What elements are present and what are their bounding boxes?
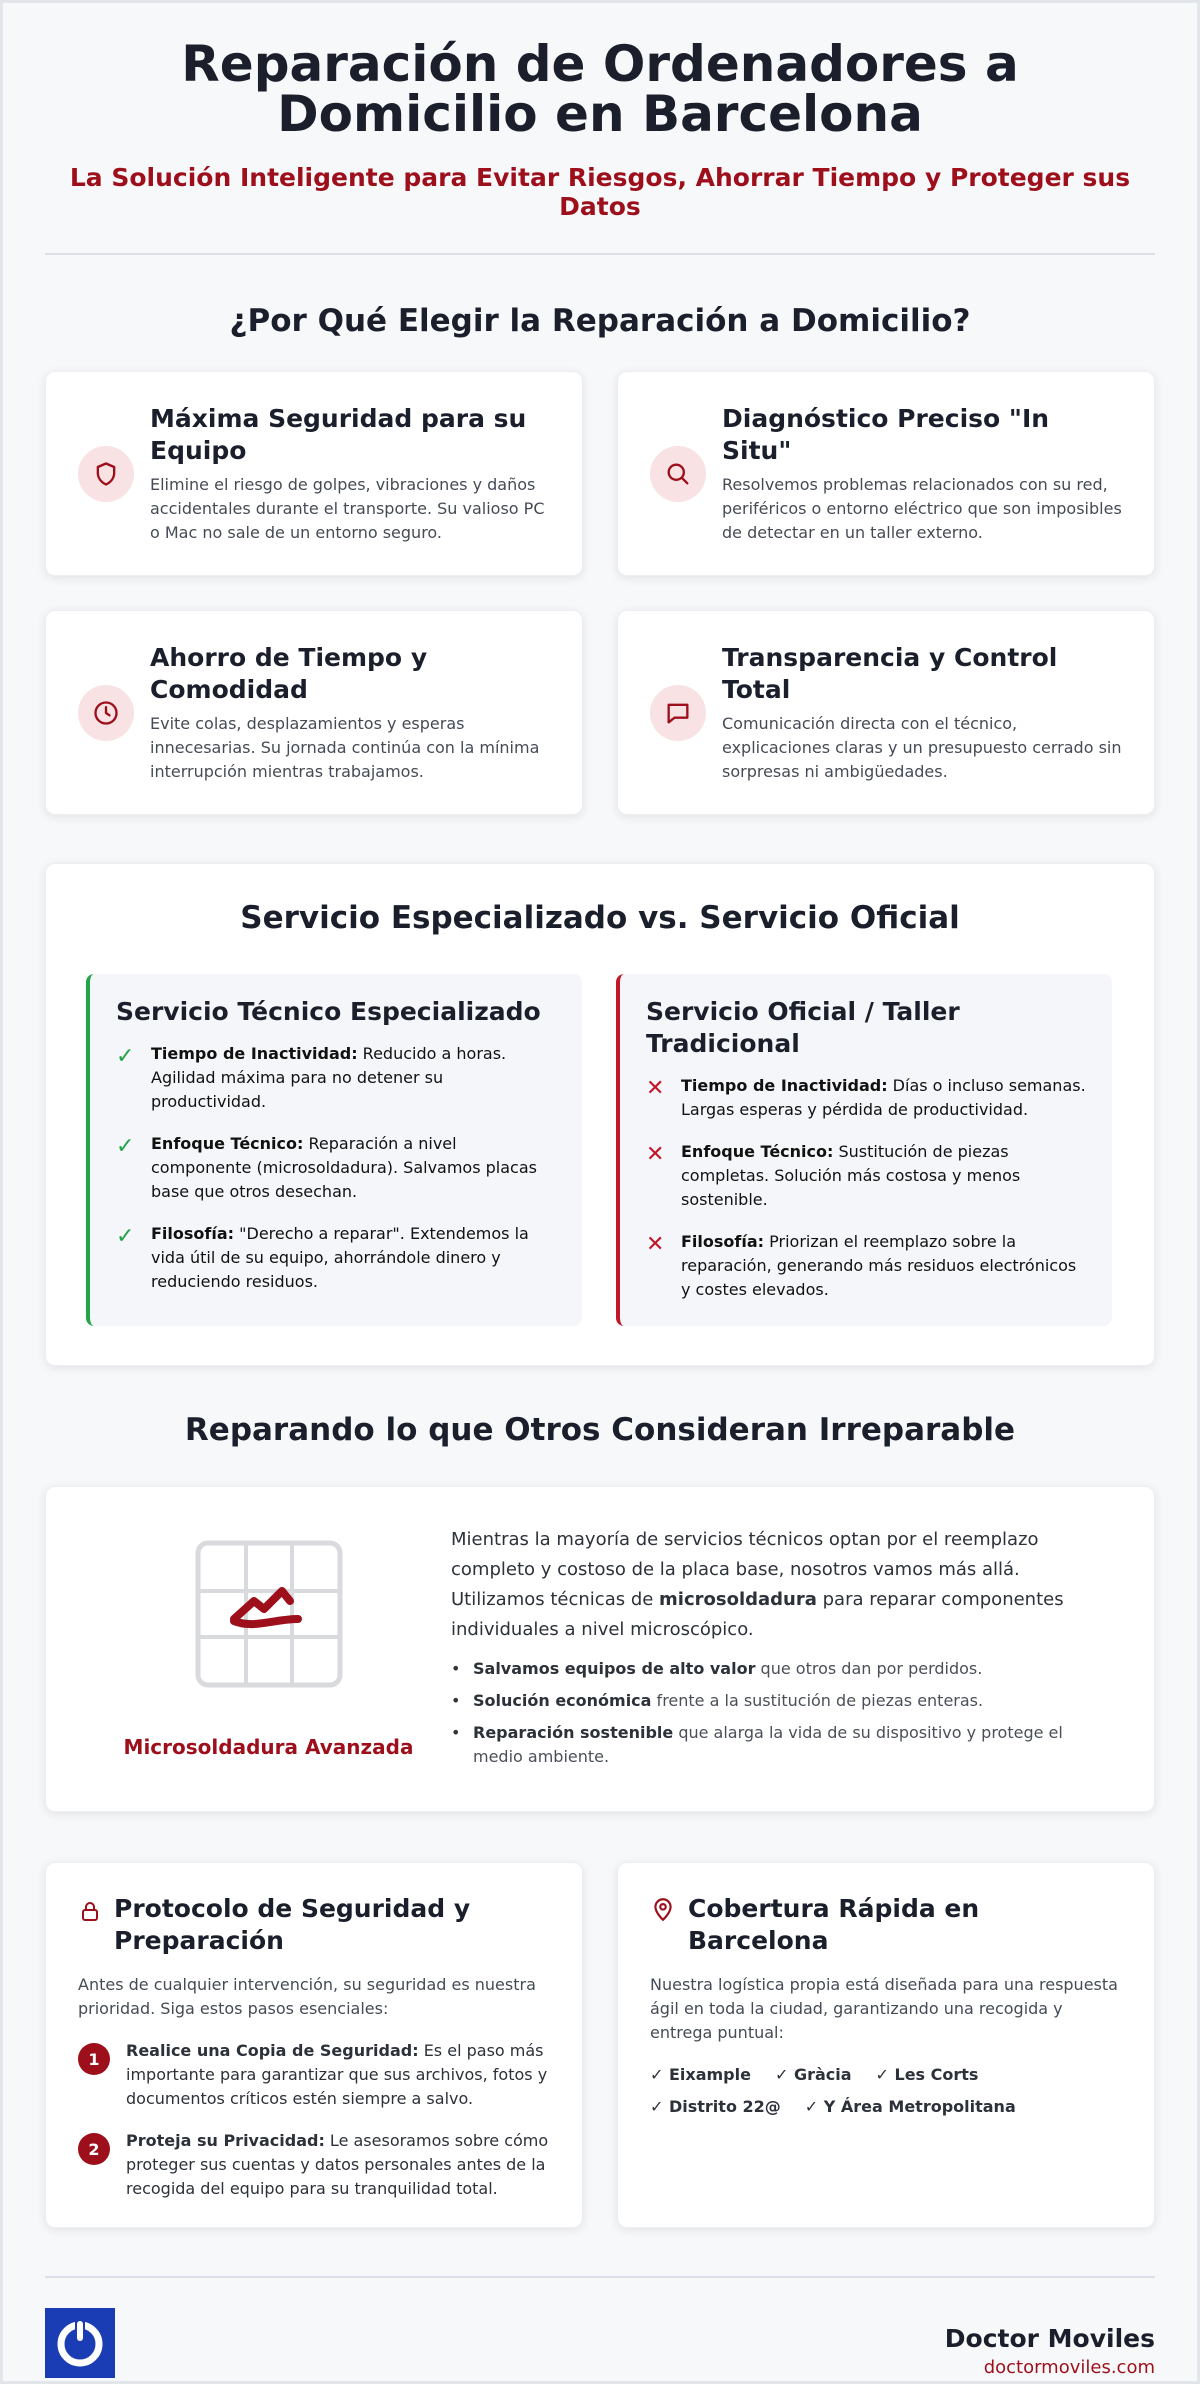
item-text: Priorizan el reemplazo sobre la reparación, generando más residuos electrónicos y costes elevados.: [681, 1232, 1077, 1299]
microsoldering-card: [45, 1486, 1155, 1812]
map-pin-icon: [650, 1896, 676, 1926]
item-text: Sustitución de piezas completas. Solución más costosa y menos sostenible.: [681, 1142, 1021, 1209]
microsoldering-visual: [86, 1487, 451, 1811]
cross-icon: ✕: [646, 1076, 665, 1101]
search-icon: [650, 446, 706, 502]
brand-url[interactable]: doctormoviles.com: [983, 2357, 1155, 2378]
list-item: • Salvamos equipos de alto valor que otros dan por perdidos.: [451, 1657, 1114, 1681]
feature-card: [617, 610, 1155, 815]
brand-name: Doctor Moviles: [944, 2324, 1155, 2353]
cross-icon: ✕: [646, 1142, 665, 1167]
footer: [45, 2278, 1155, 2378]
info-grid: [45, 1862, 1155, 2228]
hero: [45, 35, 1155, 221]
step-item: 1 Realice una Copia de Seguridad: Es el paso más importante para garantizar que sus archivos, fotos y documentos críticos estén siempre a salvo.: [78, 2039, 550, 2111]
page-subtitle: La Solución Inteligente para Evitar Riesgos, Ahorrar Tiempo y Proteger sus Datos: [69, 163, 1131, 221]
official-column: [616, 974, 1112, 1326]
lock-icon: [78, 1899, 102, 1927]
why-title: ¿Por Qué Elegir la Reparación a Domicilio?: [229, 303, 971, 339]
check-icon: ✓: [116, 1134, 135, 1159]
item-text: "Derecho a reparar". Extendemos la vida útil de su equipo, ahorrándole dinero y reduciendo residuos.: [151, 1224, 529, 1291]
item-label: Enfoque Técnico:: [151, 1134, 304, 1153]
microsoldering-paragraph: Mientras la mayoría de servicios técnicos optan por el reemplazo completo y costoso de la placa base, nosotros vamos más allá. Utilizamos técnicas de microsoldadura para reparar componentes individuales a nivel microscópico.: [451, 1529, 1064, 1640]
area-list: [650, 2059, 1122, 2123]
check-icon: ✓: [116, 1044, 135, 1069]
feature-title: Máxima Seguridad para su Equipo: [150, 403, 527, 465]
list-item: [646, 1140, 1086, 1212]
list-item: [116, 1132, 556, 1204]
micro-title: Reparando lo que Otros Consideran Irreparable: [184, 1412, 1016, 1448]
check-icon: ✓: [116, 1224, 135, 1249]
brand-logo[interactable]: [45, 2308, 115, 2378]
power-icon: [54, 2317, 106, 2369]
microsoldering-text: [451, 1487, 1114, 1811]
coverage-card: [617, 1862, 1155, 2228]
security-intro: Antes de cualquier intervención, su seguridad es nuestra prioridad. Siga estos pasos esenciales:: [78, 1975, 536, 2018]
feature-text: Evite colas, desplazamientos y esperas innecesarias. Su jornada continúa con la mínima interrupción mientras trabajamos.: [150, 713, 540, 781]
feature-title: Ahorro de Tiempo y Comodidad: [150, 642, 428, 704]
area-item: ✓ Gràcia: [774, 2065, 852, 2084]
official-title: Servicio Oficial / Taller Tradicional: [646, 997, 960, 1058]
item-label: Tiempo de Inactividad:: [151, 1044, 358, 1063]
area-item: ✓ Les Corts: [875, 2065, 979, 2084]
coverage-intro: Nuestra logística propia está diseñada para una respuesta ágil en toda la ciudad, garantizando una recogida y entrega puntual:: [650, 1975, 1118, 2042]
specialized-title: Servicio Técnico Especializado: [116, 997, 541, 1026]
item-text: Reducido a horas. Agilidad máxima para no detener su productividad.: [151, 1044, 507, 1111]
comparison-columns: [86, 974, 1114, 1326]
specialized-column: [86, 974, 582, 1326]
list-item: [646, 1074, 1086, 1122]
page-title: Reparación de Ordenadores a Domicilio en Barcelona: [181, 35, 1019, 143]
area-item: ✓ Eixample: [650, 2065, 751, 2084]
item-label: Filosofía:: [681, 1232, 765, 1251]
feature-text: Resolvemos problemas relacionados con su red, periféricos o entorno eléctrico que son imposibles de detectar en un taller externo.: [722, 474, 1122, 542]
security-title: Protocolo de Seguridad y Preparación: [114, 1894, 471, 1955]
item-label: Tiempo de Inactividad:: [681, 1076, 888, 1095]
step-item: 2 Proteja su Privacidad: Le asesoramos sobre cómo proteger sus cuentas y datos personales antes de la recogida del equipo para su tranquilidad total.: [78, 2129, 550, 2201]
area-item: ✓ Distrito 22@: [650, 2097, 781, 2116]
feature-card: [45, 371, 583, 576]
brand-block: [945, 2324, 1155, 2378]
list-item: • Solución económica frente a la sustitución de piezas enteras.: [451, 1689, 1114, 1713]
step-number: 1: [78, 2043, 110, 2075]
microsoldering-caption: Microsoldadura Avanzada: [123, 1735, 414, 1759]
list-item: [646, 1230, 1086, 1302]
feature-grid: [45, 371, 1155, 815]
chat-icon: [650, 685, 706, 741]
feature-card: [45, 610, 583, 815]
list-item: • Reparación sostenible que alarga la vida de su dispositivo y protege el medio ambiente.: [451, 1721, 1114, 1769]
area-item: ✓ Y Área Metropolitana: [804, 2097, 1016, 2116]
comparison-card: [45, 863, 1155, 1366]
feature-text: Comunicación directa con el técnico, explicaciones claras y un presupuesto cerrado sin sorpresas ni ambigüedades.: [722, 713, 1122, 781]
list-item: [116, 1042, 556, 1114]
page: [45, 3, 1155, 2378]
item-text: Reparación a nivel componente (microsoldadura). Salvamos placas base que otros desechan.: [151, 1134, 537, 1201]
coverage-title: Cobertura Rápida en Barcelona: [688, 1894, 980, 1955]
clock-icon: [78, 685, 134, 741]
divider: [45, 253, 1155, 255]
step-number: 2: [78, 2133, 110, 2165]
item-label: Enfoque Técnico:: [681, 1142, 834, 1161]
item-label: Filosofía:: [151, 1224, 235, 1243]
benefit-list: [451, 1657, 1114, 1769]
item-text: Días o incluso semanas. Largas esperas y pérdida de productividad.: [681, 1076, 1086, 1119]
feature-card: [617, 371, 1155, 576]
circuit-board-icon: [194, 1539, 344, 1689]
list-item: [116, 1222, 556, 1294]
cross-icon: ✕: [646, 1232, 665, 1257]
shield-icon: [78, 446, 134, 502]
comparison-title: Servicio Especializado vs. Servicio Oficial: [240, 900, 960, 936]
feature-title: Transparencia y Control Total: [722, 642, 1058, 704]
security-card: [45, 1862, 583, 2228]
feature-text: Elimine el riesgo de golpes, vibraciones y daños accidentales durante el transporte. Su valioso PC o Mac no sale de un entorno seguro.: [150, 474, 545, 542]
feature-title: Diagnóstico Preciso "In Situ": [722, 403, 1050, 465]
